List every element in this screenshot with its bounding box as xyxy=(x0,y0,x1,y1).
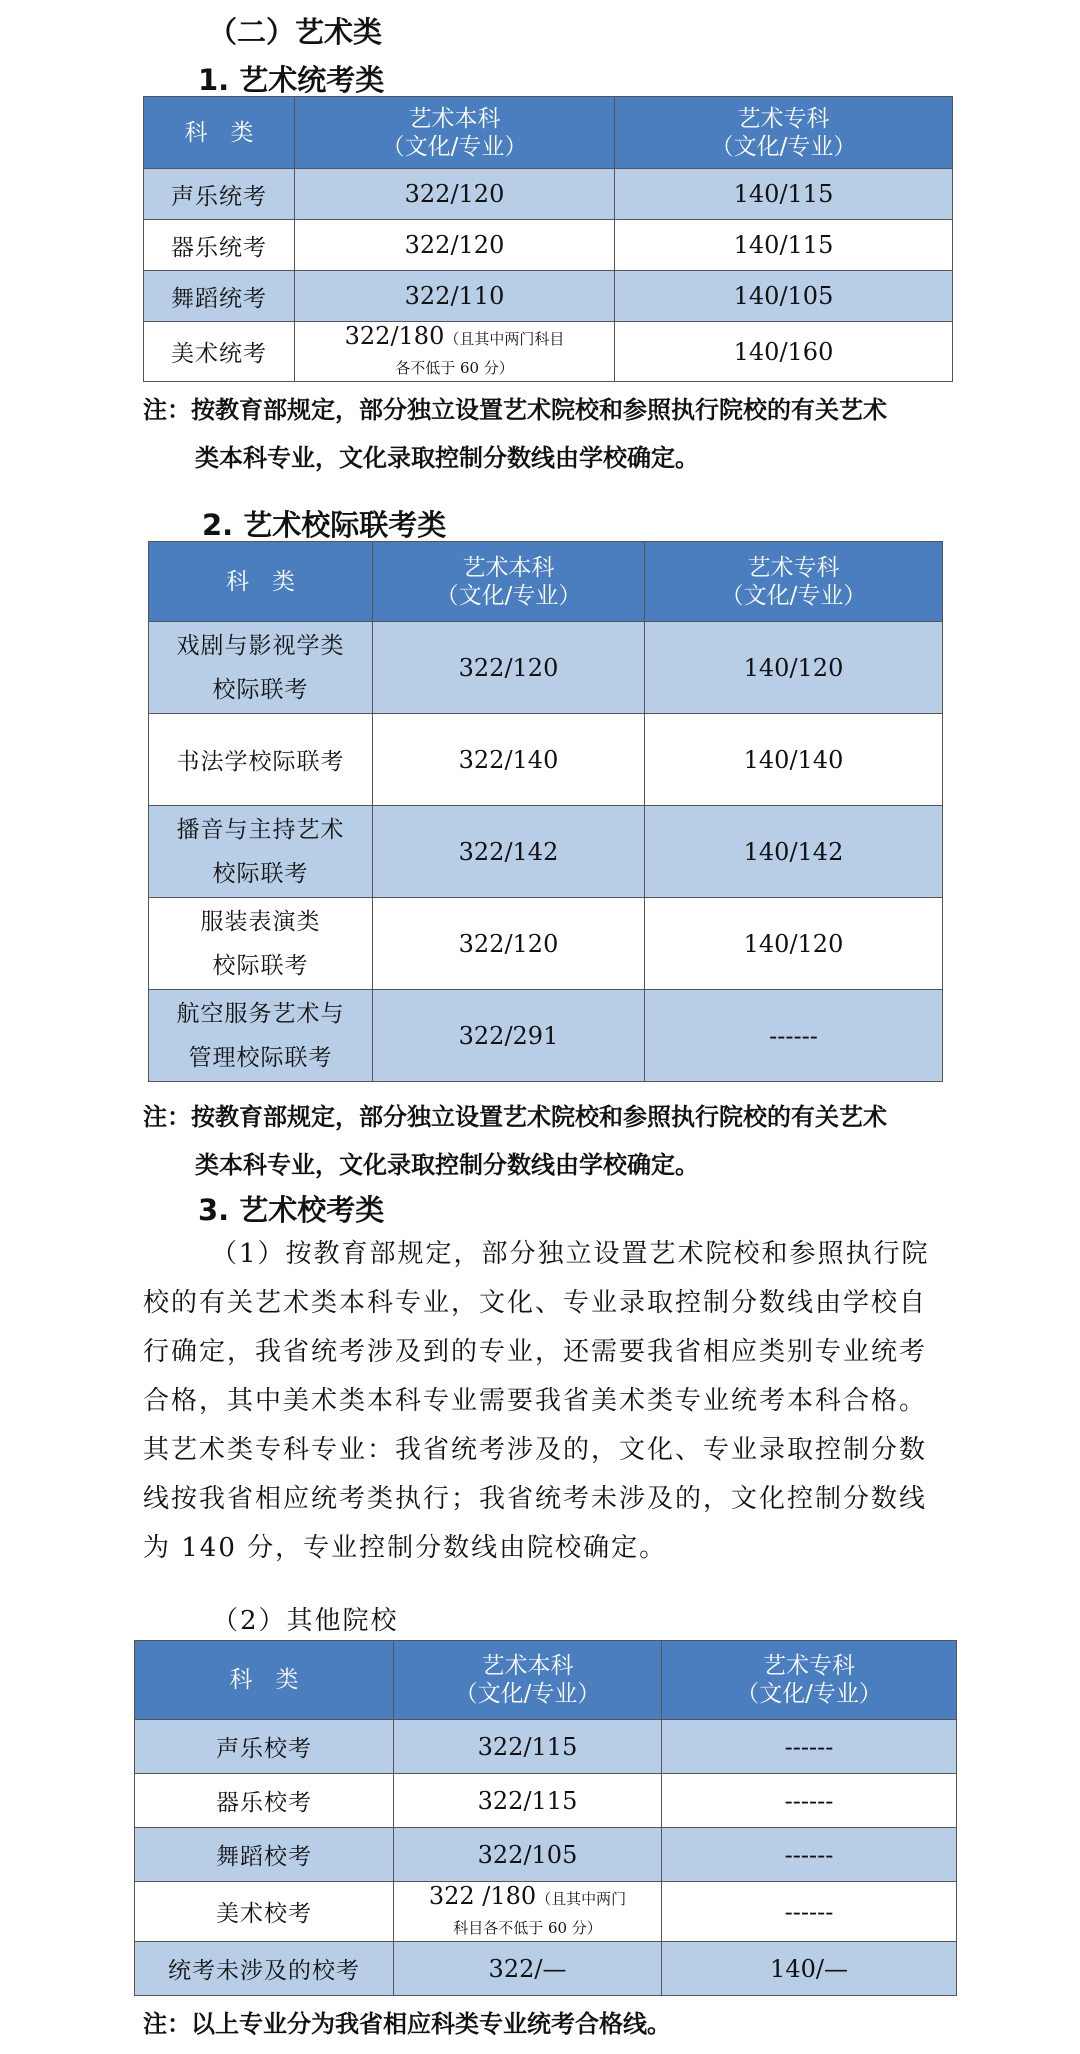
header-college: 艺术专科 （文化/专业） xyxy=(615,97,953,169)
table-row xyxy=(149,898,943,990)
table-other-schools xyxy=(134,1640,957,1996)
row-college-score: ------ xyxy=(645,990,943,1082)
header-undergrad: 艺术本科 （文化/专业） xyxy=(394,1641,662,1720)
table-art-unified-exam xyxy=(143,96,953,382)
table-row xyxy=(149,622,943,714)
row-college-score: ------ xyxy=(662,1882,957,1942)
table-row xyxy=(144,169,953,220)
row-college-score: ------ xyxy=(662,1720,957,1774)
header-category: 科 类 xyxy=(144,97,295,169)
row-category: 舞蹈统考 xyxy=(144,271,295,322)
row-college-score: 140/115 xyxy=(615,220,953,271)
row-undergrad-score: 322/110 xyxy=(295,271,615,322)
header-college: 艺术专科 （文化/专业） xyxy=(662,1641,957,1720)
table-art-joint-exam xyxy=(148,541,943,1082)
row-undergrad-score: 322/142 xyxy=(373,806,645,898)
row-undergrad-score: 322/— xyxy=(394,1942,662,1996)
row-category: 声乐校考 xyxy=(135,1720,394,1774)
row-undergrad-score: 322/120 xyxy=(295,169,615,220)
score-note: 各不低于 60 分） xyxy=(395,358,514,377)
note-line: 注：按教育部规定，部分独立设置艺术院校和参照执行院校的有关艺术 xyxy=(143,396,887,424)
paragraph-line: 线按我省相应统考类执行；我省统考未涉及的，文化控制分数线 xyxy=(143,1484,928,1514)
table-row xyxy=(135,1882,957,1942)
paragraph-line: 为 140 分，专业控制分数线由院校确定。 xyxy=(143,1533,668,1563)
header-category: 科 类 xyxy=(135,1641,394,1720)
row-category: 美术校考 xyxy=(135,1882,394,1942)
table1-note xyxy=(143,386,887,482)
row-category: 器乐统考 xyxy=(144,220,295,271)
table2-heading: 2. 艺术校际联考类 xyxy=(202,508,447,542)
row-category: 舞蹈校考 xyxy=(135,1828,394,1882)
row-undergrad-score: 322/120 xyxy=(295,220,615,271)
row-college-score: ------ xyxy=(662,1828,957,1882)
table-row xyxy=(135,1720,957,1774)
table3-note: 注：以上专业分为我省相应科类专业统考合格线。 xyxy=(143,2010,671,2038)
row-undergrad-score: 322/120 xyxy=(373,898,645,990)
table-row xyxy=(135,1942,957,1996)
paragraph-line: 其艺术类专科专业：我省统考涉及的，文化、专业录取控制分数 xyxy=(143,1435,928,1465)
table-row xyxy=(149,806,943,898)
subsection-heading: （2）其他院校 xyxy=(212,1606,399,1636)
score-main: 322 /180 xyxy=(428,1881,537,1910)
row-college-score: 140/140 xyxy=(645,714,943,806)
paragraph-line: 合格，其中美术类本科专业需要我省美术类专业统考本科合格。 xyxy=(143,1386,928,1416)
table-row xyxy=(135,1828,957,1882)
row-college-score: 140/105 xyxy=(615,271,953,322)
row-undergrad-score: 322/120 xyxy=(373,622,645,714)
score-note: （且其中两门科目 xyxy=(444,329,565,348)
row-undergrad-score: 322/291 xyxy=(373,990,645,1082)
table-row xyxy=(144,271,953,322)
row-undergrad-score: 322/115 xyxy=(394,1720,662,1774)
row-college-score: 140/115 xyxy=(615,169,953,220)
row-category: 播音与主持艺术 校际联考 xyxy=(149,806,373,898)
row-category: 书法学校际联考 xyxy=(149,714,373,806)
row-category: 声乐统考 xyxy=(144,169,295,220)
note-line: 类本科专业，文化录取控制分数线由学校确定。 xyxy=(195,1151,699,1179)
row-undergrad-score xyxy=(394,1882,662,1942)
table-row xyxy=(144,220,953,271)
section-title: （二）艺术类 xyxy=(208,15,383,49)
score-note: 科目各不低于 60 分） xyxy=(453,1918,602,1937)
score-note: （且其中两门 xyxy=(536,1889,627,1908)
header-college: 艺术专科 （文化/专业） xyxy=(645,542,943,622)
row-college-score: 140/120 xyxy=(645,622,943,714)
table1-heading: 1. 艺术统考类 xyxy=(198,63,385,97)
row-undergrad-score xyxy=(295,322,615,382)
paragraph-line: （1）按教育部规定，部分独立设置艺术院校和参照执行院 xyxy=(211,1239,930,1269)
row-undergrad-score: 322/105 xyxy=(394,1828,662,1882)
note-line: 类本科专业，文化录取控制分数线由学校确定。 xyxy=(195,444,699,472)
row-college-score: 140/120 xyxy=(645,898,943,990)
table-row xyxy=(149,714,943,806)
header-undergrad: 艺术本科 （文化/专业） xyxy=(373,542,645,622)
row-college-score: 140/142 xyxy=(645,806,943,898)
header-category: 科 类 xyxy=(149,542,373,622)
row-category: 美术统考 xyxy=(144,322,295,382)
paragraph-line: 校的有关艺术类本科专业，文化、专业录取控制分数线由学校自 xyxy=(143,1288,928,1318)
row-category: 戏剧与影视学类 校际联考 xyxy=(149,622,373,714)
row-college-score: 140/— xyxy=(662,1942,957,1996)
row-college-score: ------ xyxy=(662,1774,957,1828)
note-line: 注：按教育部规定，部分独立设置艺术院校和参照执行院校的有关艺术 xyxy=(143,1103,887,1131)
section3-paragraph xyxy=(143,1230,973,1573)
row-undergrad-score: 322/140 xyxy=(373,714,645,806)
table-row xyxy=(135,1774,957,1828)
row-category: 航空服务艺术与 管理校际联考 xyxy=(149,990,373,1082)
row-college-score: 140/160 xyxy=(615,322,953,382)
row-category: 服装表演类 校际联考 xyxy=(149,898,373,990)
table-row xyxy=(144,322,953,382)
row-category: 器乐校考 xyxy=(135,1774,394,1828)
row-undergrad-score: 322/115 xyxy=(394,1774,662,1828)
paragraph-line: 行确定，我省统考涉及到的专业，还需要我省相应类别专业统考 xyxy=(143,1337,928,1367)
table-row xyxy=(149,990,943,1082)
score-main: 322/180 xyxy=(344,321,445,350)
row-category: 统考未涉及的校考 xyxy=(135,1942,394,1996)
table2-note xyxy=(143,1093,887,1189)
header-undergrad: 艺术本科 （文化/专业） xyxy=(295,97,615,169)
section3-heading: 3. 艺术校考类 xyxy=(198,1193,385,1227)
